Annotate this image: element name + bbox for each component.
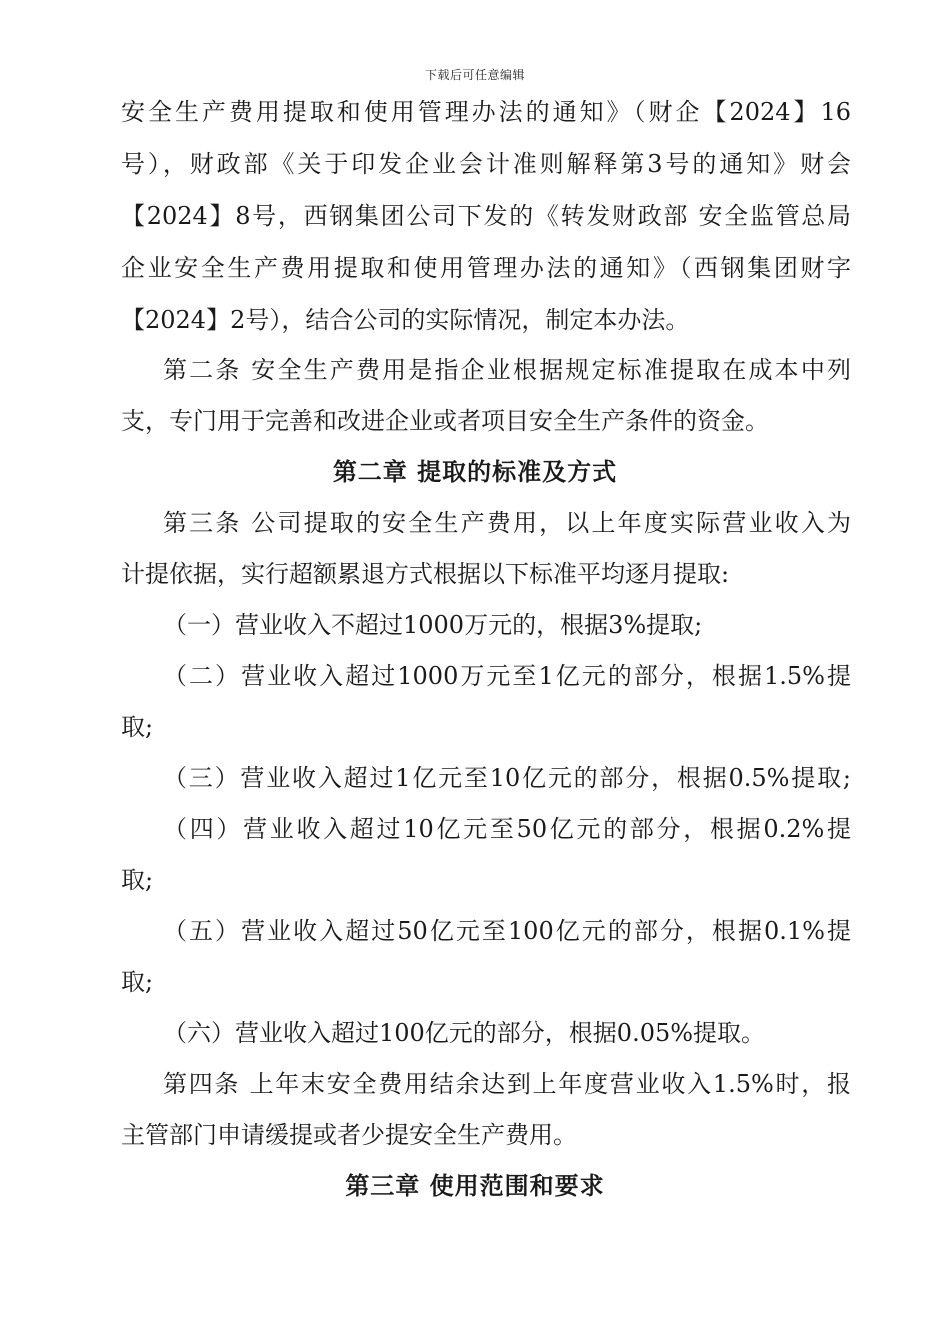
page-header: 下载后可任意编辑 [424,68,525,82]
list-item-1: （一）营业收入不超过1000万元的，根据3%提取; [163,611,703,639]
body-line: 号），财政部《关于印发企业会计准则解释第3号的通知》财会 [121,150,851,178]
body-line: 计提依据，实行超额累退方式根据以下标准平均逐月提取: [121,560,730,588]
body-line: 【2024】2号），结合公司的实际情况，制定本办法。 [121,306,690,334]
body-line: 取; [121,866,154,894]
chapter-3-heading: 第三章 使用范围和要求 [345,1172,605,1200]
article-4-line: 第四条 上年末安全费用结余达到上年度营业收入1.5%时，报 [163,1070,851,1098]
list-item-2: （二）营业收入超过1000万元至1亿元的部分，根据1.5%提 [163,662,851,690]
list-item-6: （六）营业收入超过100亿元的部分，根据0.05%提取。 [163,1019,766,1047]
article-3-line: 第三条 公司提取的安全生产费用，以上年度实际营业收入为 [163,509,851,537]
list-item-5: （五）营业收入超过50亿元至100亿元的部分，根据0.1%提 [163,917,851,945]
body-line: 【2024】8号，西钢集团公司下发的《转发财政部 安全监管总局 [121,202,851,230]
body-line: 取; [121,713,154,741]
body-line: 取; [121,968,154,996]
list-item-3: （三）营业收入超过1亿元至10亿元的部分，根据0.5%提取; [163,764,851,792]
chapter-2-heading: 第二章 提取的标准及方式 [332,458,618,486]
article-2-line: 第二条 安全生产费用是指企业根据规定标准提取在成本中列 [163,356,851,384]
body-line: 支，专门用于完善和改进企业或者项目安全生产条件的资金。 [121,407,769,435]
body-line: 企业安全生产费用提取和使用管理办法的通知》（西钢集团财字 [121,254,851,282]
list-item-4: （四）营业收入超过10亿元至50亿元的部分，根据0.2%提 [163,815,851,843]
body-line: 主管部门申请缓提或者少提安全生产费用。 [121,1121,577,1149]
body-line: 安全生产费用提取和使用管理办法的通知》（财企【2024】16 [121,98,851,126]
